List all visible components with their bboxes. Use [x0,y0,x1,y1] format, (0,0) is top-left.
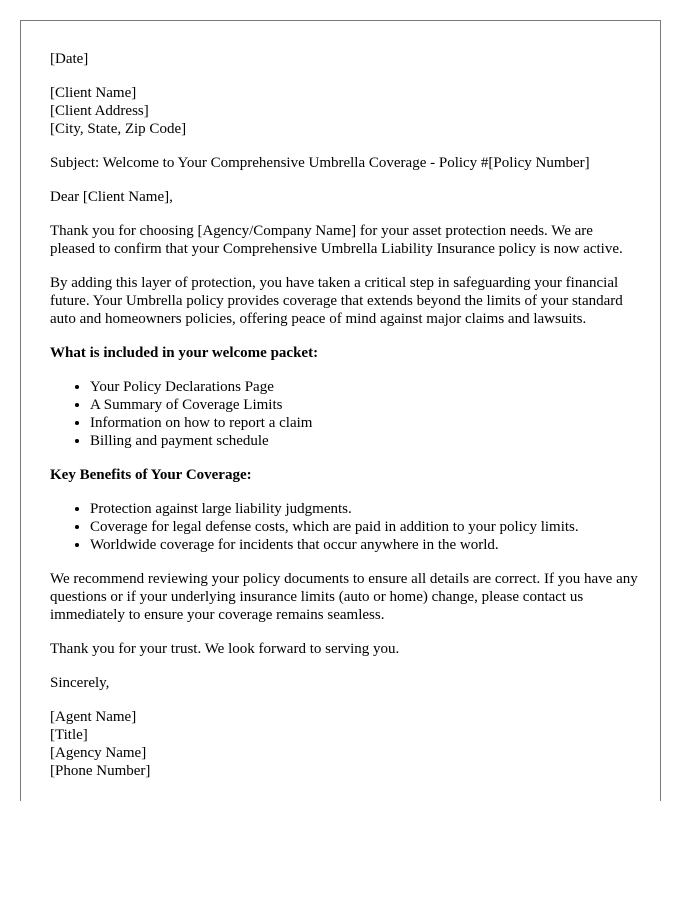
agent-name: [Agent Name] [50,709,137,725]
thanks-paragraph: Thank you for your trust. We look forward to serving you. [50,641,400,657]
list-item: • Coverage for legal defense costs, which are paid in addition to your policy limits. [90,518,640,536]
recipient-address-block [50,84,640,138]
list-item: • Your Policy Declarations Page [90,378,640,396]
intro-paragraph: Thank you for choosing [Agency/Company Name] for your asset protection needs. We are pleased to confirm that your Comprehensive Umbrella Liability Insurance policy is now active. [50,223,623,257]
list-item: • Worldwide coverage for incidents that occur anywhere in the world. [90,536,640,554]
list-item: • Protection against large liability judgments. [90,500,640,518]
letter-date: [Date] [50,51,89,67]
list-item: • A Summary of Coverage Limits [90,396,640,414]
list-item: • Billing and payment schedule [90,432,640,450]
letter-page [20,20,661,801]
agency-name: [Agency Name] [50,745,147,761]
recipient-name: [Client Name] [50,85,137,101]
agent-phone-number: [Phone Number] [50,763,151,779]
recipient-address: [Client Address] [50,103,149,119]
signature-block [50,708,640,780]
benefits-heading: Key Benefits of Your Coverage: [50,467,252,483]
review-paragraph: We recommend reviewing your policy documents to ensure all details are correct. If you have any questions or if your underlying insurance limits (auto or home) change, please contact us immediately to ensure your coverage remains seamless. [50,571,638,623]
protection-paragraph: By adding this layer of protection, you have taken a critical step in safeguarding your financial future. Your Umbrella policy provides coverage that extends beyond the limits of your standard auto and homeowners policies, offering peace of mind against major claims and lawsuits. [50,275,623,327]
letter-subject: Subject: Welcome to Your Comprehensive Umbrella Coverage - Policy #[Policy Number] [50,155,590,171]
recipient-city-state-zip: [City, State, Zip Code] [50,121,187,137]
agent-title: [Title] [50,727,88,743]
letter-closing: Sincerely, [50,675,110,691]
letter-body [50,50,640,796]
packet-list [50,378,640,450]
list-item: • Information on how to report a claim [90,414,640,432]
benefits-list [50,500,640,554]
letter-salutation: Dear [Client Name], [50,189,173,205]
packet-heading: What is included in your welcome packet: [50,345,319,361]
